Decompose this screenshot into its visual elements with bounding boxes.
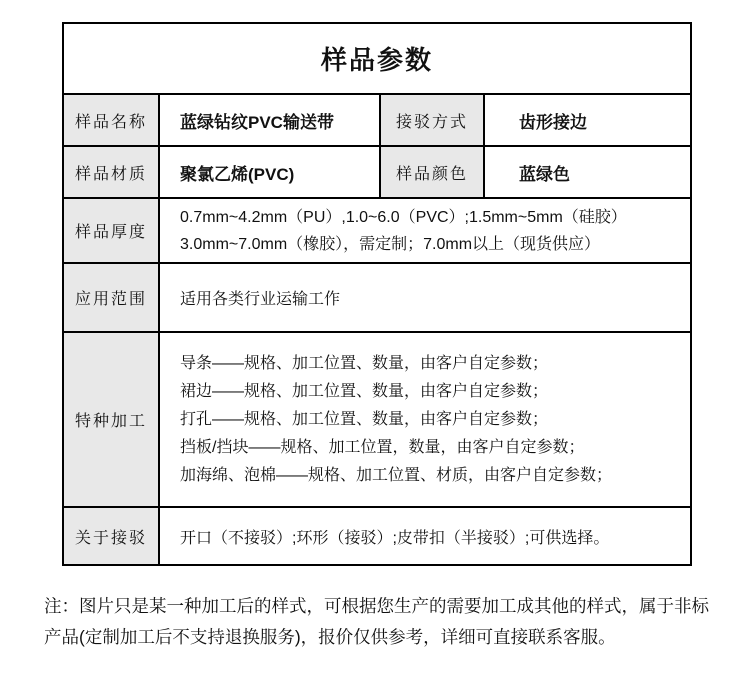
label-about-joint: 关于接驳 bbox=[63, 507, 159, 565]
special-line-punching: 打孔——规格、加工位置、数量，由客户自定参数； bbox=[180, 410, 549, 428]
label-sample-thickness: 样品厚度 bbox=[63, 198, 159, 263]
table-row bbox=[63, 146, 691, 198]
thickness-line-1: 0.7mm~4.2mm（PU）,1.0~6.0（PVC）;1.5mm~5mm（硅胶） bbox=[180, 208, 627, 226]
value-sample-name: 蓝绿钻纹PVC输送带 bbox=[159, 94, 380, 146]
table-row bbox=[63, 263, 691, 332]
special-line-skirt: 裙边——规格、加工位置、数量，由客户自定参数； bbox=[180, 382, 549, 400]
value-about-joint: 开口（不接驳）;环形（接驳）;皮带扣（半接驳）;可供选择。 bbox=[159, 507, 691, 565]
value-joint-method: 齿形接边 bbox=[484, 94, 691, 146]
label-application-range: 应用范围 bbox=[63, 263, 159, 332]
table-title: 样品参数 bbox=[63, 23, 691, 94]
label-joint-method: 接驳方式 bbox=[380, 94, 484, 146]
table-row bbox=[63, 507, 691, 565]
label-sample-material: 样品材质 bbox=[63, 146, 159, 198]
footer-note-line-2: 产品(定制加工后不支持退换服务)，报价仅供参考，详细可直接联系客服。 bbox=[44, 627, 616, 647]
footer-note-line-1: 注：图片只是某一种加工后的样式，可根据您生产的需要加工成其他的样式，属于非标 bbox=[44, 596, 709, 616]
value-special-processing bbox=[159, 332, 691, 507]
label-special-processing: 特种加工 bbox=[63, 332, 159, 507]
thickness-line-2: 3.0mm~7.0mm（橡胶），需定制；7.0mm以上（现货供应） bbox=[180, 235, 601, 253]
label-sample-color: 样品颜色 bbox=[380, 146, 484, 198]
special-line-baffle: 挡板/挡块——规格、加工位置，数量，由客户自定参数； bbox=[180, 438, 585, 456]
value-sample-thickness bbox=[159, 198, 691, 263]
table-row bbox=[63, 332, 691, 507]
spec-table bbox=[62, 22, 692, 566]
label-sample-name: 样品名称 bbox=[63, 94, 159, 146]
value-sample-color: 蓝绿色 bbox=[484, 146, 691, 198]
value-sample-material: 聚氯乙烯(PVC) bbox=[159, 146, 380, 198]
footer-note bbox=[44, 591, 720, 653]
table-row bbox=[63, 94, 691, 146]
value-application-range: 适用各类行业运输工作 bbox=[159, 263, 691, 332]
special-line-sponge: 加海绵、泡棉——规格、加工位置、材质，由客户自定参数； bbox=[180, 466, 613, 484]
table-row bbox=[63, 198, 691, 263]
title-row bbox=[63, 23, 691, 94]
special-line-guide-strip: 导条——规格、加工位置、数量，由客户自定参数； bbox=[180, 354, 549, 372]
